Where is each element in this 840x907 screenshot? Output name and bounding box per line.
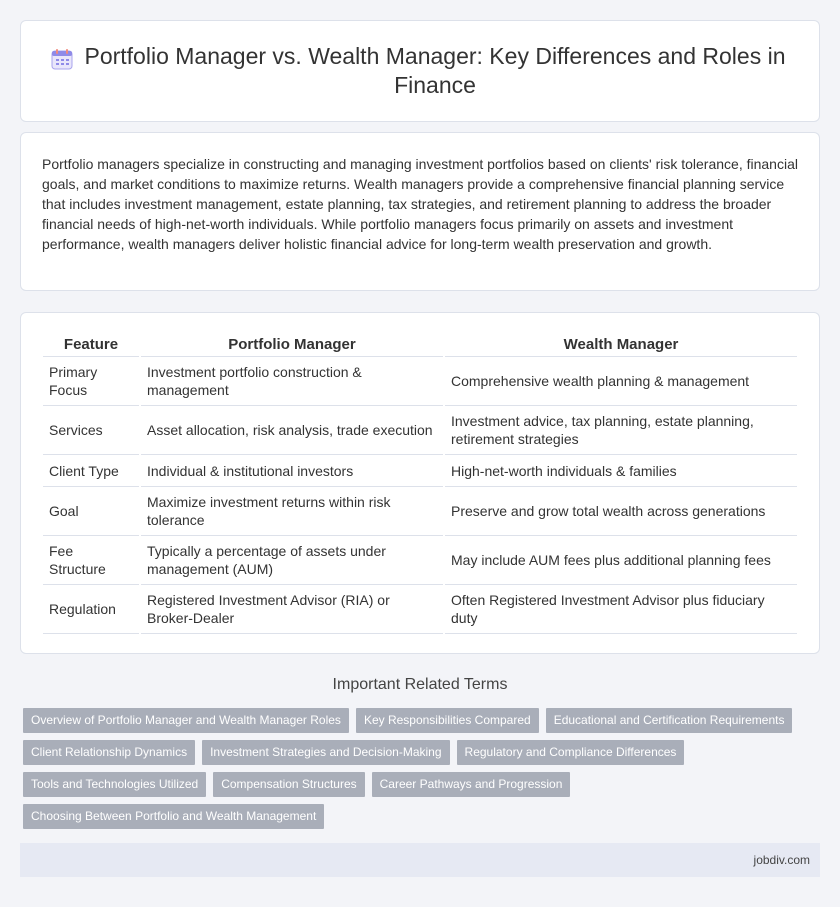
table-cell: Often Registered Investment Advisor plus fiduciary duty xyxy=(445,585,797,634)
table-row xyxy=(43,585,797,634)
table-cell: Individual & institutional investors xyxy=(141,455,443,487)
related-term-tag[interactable]: Compensation Structures xyxy=(213,772,364,797)
related-term-tag[interactable]: Educational and Certification Requirements xyxy=(546,708,793,733)
related-term-tag[interactable]: Choosing Between Portfolio and Wealth Management xyxy=(23,804,324,829)
intro-paragraph: Portfolio managers specialize in constructing and managing investment portfolios based on clients' risk tolerance, financial goals, and market conditions to maximize returns. Wealth managers provide a comprehensive financial planning service that includes investment management, estate planning, tax strategies, and retirement planning to address the broader financial needs of high-net-worth individuals. While portfolio managers focus primarily on assets and investment performance, wealth managers deliver holistic financial advice for long-term wealth preservation and growth. xyxy=(42,156,798,252)
table-cell: Preserve and grow total wealth across generations xyxy=(445,487,797,536)
table-cell: May include AUM fees plus additional planning fees xyxy=(445,536,797,585)
related-term-tag[interactable]: Investment Strategies and Decision-Making xyxy=(202,740,449,765)
header-wealth-manager: Wealth Manager xyxy=(445,335,797,357)
footer-site-link[interactable]: jobdiv.com xyxy=(753,853,810,867)
intro-card xyxy=(20,132,820,291)
table-header-row xyxy=(43,335,797,357)
table-cell: High-net-worth individuals & families xyxy=(445,455,797,487)
header-card xyxy=(20,20,820,122)
table-row xyxy=(43,406,797,455)
table-cell: Services xyxy=(43,406,139,455)
comparison-table xyxy=(41,335,799,634)
related-terms-title: Important Related Terms xyxy=(332,676,508,693)
table-cell: Investment advice, tax planning, estate planning, retirement strategies xyxy=(445,406,797,455)
table-cell: Fee Structure xyxy=(43,536,139,585)
comparison-table-card xyxy=(20,312,820,654)
related-term-tag[interactable]: Overview of Portfolio Manager and Wealth Manager Roles xyxy=(23,708,349,733)
table-cell: Investment portfolio construction & management xyxy=(141,357,443,406)
table-row xyxy=(43,357,797,406)
table-cell: Client Type xyxy=(43,455,139,487)
related-term-tag[interactable]: Tools and Technologies Utilized xyxy=(23,772,206,797)
table-cell: Comprehensive wealth planning & management xyxy=(445,357,797,406)
table-cell: Asset allocation, risk analysis, trade execution xyxy=(141,406,443,455)
table-cell: Regulation xyxy=(43,585,139,634)
table-cell: Goal xyxy=(43,487,139,536)
header-portfolio-manager: Portfolio Manager xyxy=(141,335,443,357)
table-row xyxy=(43,536,797,585)
table-cell: Primary Focus xyxy=(43,357,139,406)
table-cell: Maximize investment returns within risk tolerance xyxy=(141,487,443,536)
table-cell: Typically a percentage of assets under management (AUM) xyxy=(141,536,443,585)
footer xyxy=(20,843,820,877)
table-row xyxy=(43,455,797,487)
header-feature: Feature xyxy=(43,335,139,357)
page-title: Portfolio Manager vs. Wealth Manager: Key Differences and Roles in Finance xyxy=(84,43,786,98)
related-term-tag[interactable]: Key Responsibilities Compared xyxy=(356,708,539,733)
related-term-tag[interactable]: Career Pathways and Progression xyxy=(372,772,571,797)
related-term-tag[interactable]: Regulatory and Compliance Differences xyxy=(457,740,685,765)
table-row xyxy=(43,487,797,536)
related-term-tag[interactable]: Client Relationship Dynamics xyxy=(23,740,195,765)
related-terms-list xyxy=(23,708,823,836)
table-cell: Registered Investment Advisor (RIA) or Broker-Dealer xyxy=(141,585,443,634)
